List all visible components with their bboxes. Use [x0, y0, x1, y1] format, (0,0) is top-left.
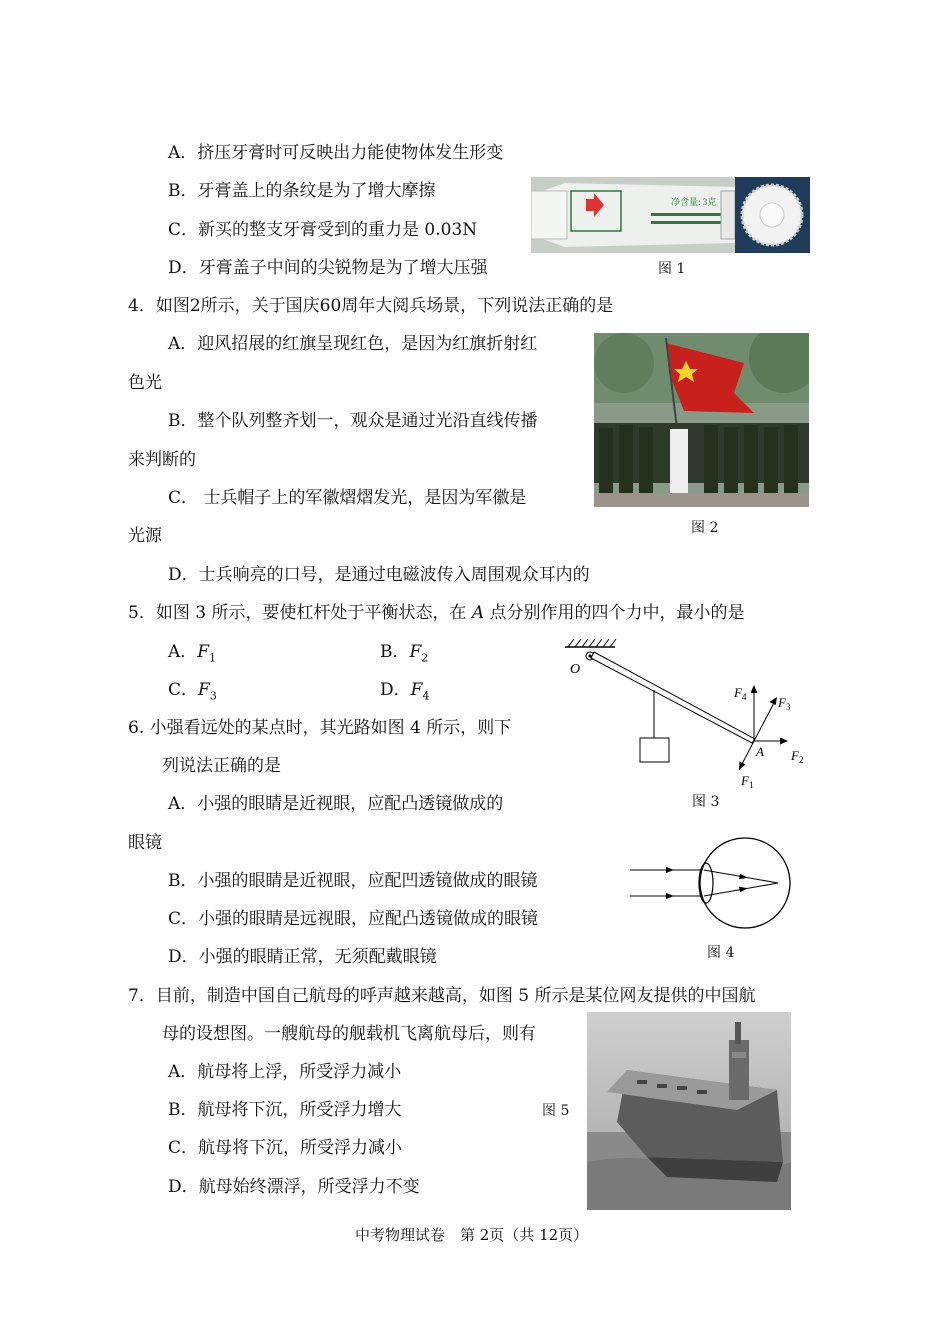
q4-option-d: D．士兵响亮的口号，是通过电磁波传入周围观众耳内的: [168, 565, 590, 585]
q6-stem-line2: 列说法正确的是: [162, 756, 281, 776]
q3-option-c: C．新买的整支牙膏受到的重力是 0.03N: [168, 220, 478, 240]
q6-option-a-line1: A．小强的眼睛是近视眼，应配凸透镜做成的: [168, 794, 504, 814]
q6-option-a-line2: 眼镜: [128, 833, 162, 853]
q6-option-c: C．小强的眼睛是远视眼，应配凸透镜做成的眼镜: [168, 909, 539, 929]
q4-option-c-line2: 光源: [128, 526, 162, 546]
q5-option-a: A．$F_1$: [168, 642, 217, 665]
q3-option-a: A．挤压牙膏时可反映出力能使物体发生形变: [168, 143, 504, 163]
f2-label: $F_2$: [791, 748, 804, 765]
q6-option-d: D．小强的眼睛正常，无须配戴眼镜: [168, 947, 437, 967]
figure-3-caption: 图 3: [692, 794, 720, 810]
figure-2-caption: 图 2: [691, 520, 719, 536]
q5-stem: 5．如图 3 所示，要使杠杆处于平衡状态，在 A 点分别作用的四个力中，最小的是: [128, 603, 745, 623]
figure-1-caption: 图 1: [658, 261, 686, 277]
toothpaste-photo: [531, 177, 810, 253]
parade-photo: [594, 333, 809, 507]
page-footer: 中考物理试卷 第 2页（共 12页）: [355, 1226, 589, 1244]
q5-option-b: B．$F_2$: [380, 642, 429, 665]
f4-label: $F_4$: [734, 685, 747, 702]
figure-4-caption: 图 4: [707, 945, 735, 961]
q7-option-d: D．航母始终漂浮，所受浮力不变: [168, 1177, 420, 1197]
q4-option-b-line2: 来判断的: [128, 450, 196, 470]
eye-diagram: [628, 835, 808, 935]
q4-option-a-line1: A．迎风招展的红旗呈现红色，是因为红旗折射红: [168, 334, 538, 354]
f3-label: $F_3$: [778, 695, 791, 712]
point-o-label: O: [570, 662, 581, 677]
q7-option-b: B．航母将下沉，所受浮力增大: [168, 1100, 402, 1120]
q7-stem-line2: 母的设想图。一艘航母的舰载机飞离航母后，则有: [162, 1024, 536, 1044]
aircraft-carrier-photo: [587, 1012, 791, 1210]
q4-option-b-line1: B．整个队列整齐划一，观众是通过光沿直线传播: [168, 411, 538, 431]
q6-option-b: B．小强的眼睛是近视眼，应配凹透镜做成的眼镜: [168, 871, 538, 891]
f1-label: $F_1$: [741, 773, 754, 790]
tube-label: 净含量: 3克: [671, 197, 717, 207]
q4-stem: 4．如图2所示，关于国庆60周年大阅兵场景，下列说法正确的是: [128, 296, 614, 316]
figure-5-caption: 图 5: [542, 1103, 570, 1119]
q7-stem-line1: 7．目前，制造中国自己航母的呼声越来越高，如图 5 所示是某位网友提供的中国航: [128, 986, 756, 1006]
q7-option-a: A．航母将上浮，所受浮力减小: [168, 1062, 402, 1082]
q5-option-c: C．$F_3$: [168, 680, 217, 703]
q3-option-d: D．牙膏盖子中间的尖锐物是为了增大压强: [168, 258, 488, 278]
q4-option-a-line2: 色光: [128, 373, 162, 393]
q5-option-d: D．$F_4$: [380, 680, 430, 703]
q4-option-c-line1: C． 士兵帽子上的军徽熠熠发光，是因为军徽是: [168, 488, 527, 508]
point-a-label: A: [756, 744, 764, 759]
q3-option-b: B．牙膏盖上的条纹是为了增大摩擦: [168, 181, 436, 201]
lever-diagram: [560, 635, 820, 795]
q6-stem-line1: 6. 小强看远处的某点时，其光路如图 4 所示，则下: [128, 718, 512, 738]
q7-option-c: C．航母将下沉，所受浮力减小: [168, 1138, 403, 1158]
